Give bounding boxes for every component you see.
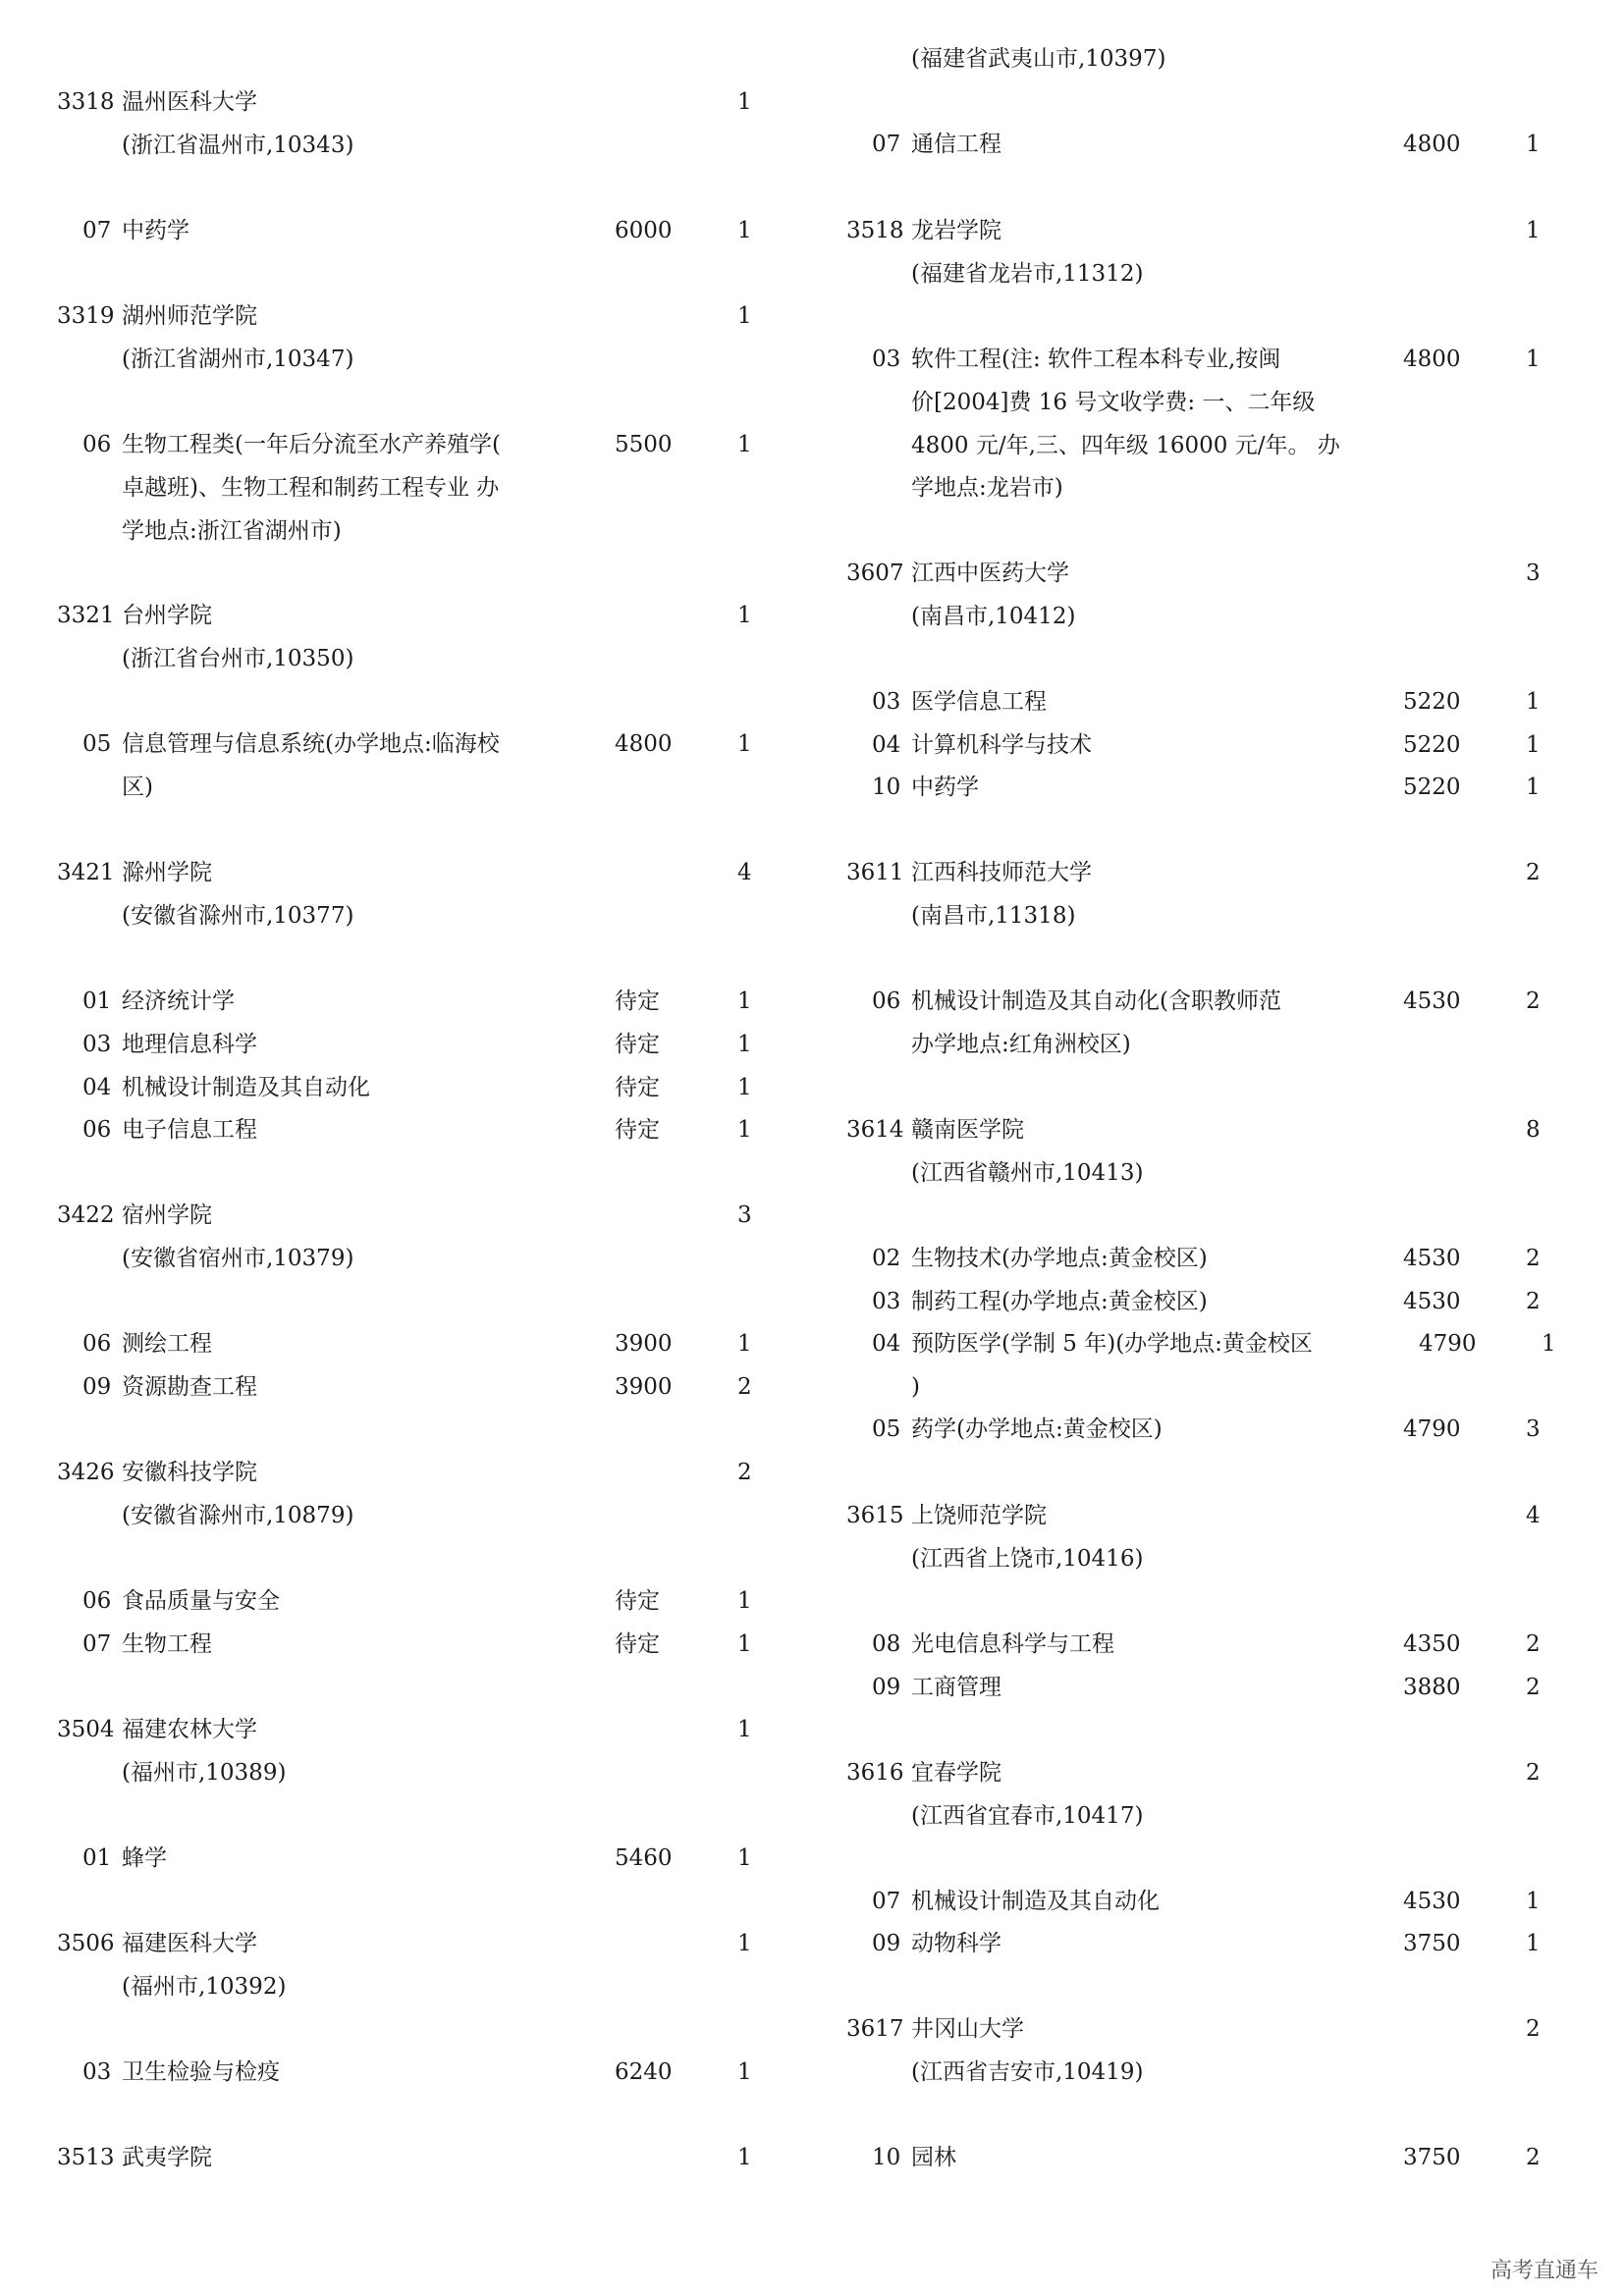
university-location-row: [785, 1537, 1624, 1580]
major-code: 10: [872, 774, 901, 800]
major-row: [785, 980, 1624, 1023]
plan-count: 2: [1526, 988, 1541, 1014]
university-location-row: [0, 1237, 785, 1280]
major-name: 蜂学: [122, 1845, 167, 1871]
major-row: [785, 1322, 1624, 1365]
tuition-fee: 5460: [615, 1845, 673, 1871]
major-name-line: 4800 元/年,三、四年级 16000 元/年。 办: [911, 433, 1340, 458]
major-name-line: 办学地点:红角洲校区): [911, 1032, 1131, 1057]
major-code: 06: [82, 1117, 112, 1143]
university-location-row: [0, 894, 785, 937]
major-name: 电子信息工程: [122, 1117, 257, 1143]
university-code: 3422: [57, 1202, 115, 1228]
university-name: 湖州师范学院: [122, 303, 257, 329]
university-row: [785, 1494, 1624, 1537]
university-location-row: [785, 894, 1624, 937]
university-code: 3513: [57, 2145, 115, 2170]
tuition-fee: 5220: [1403, 774, 1461, 800]
plan-count: 1: [737, 603, 752, 628]
plan-count: 1: [1526, 689, 1541, 715]
major-code: 05: [82, 731, 112, 757]
major-row: [785, 1237, 1624, 1280]
plan-count: 2: [1526, 2016, 1541, 2042]
major-name: 生物工程类(一年后分流至水产养殖学(: [122, 432, 501, 457]
major-name: 经济统计学: [122, 988, 235, 1014]
major-name-line: 学地点:浙江省湖州市): [122, 518, 342, 544]
plan-count: 1: [737, 1331, 752, 1357]
plan-count: 1: [1526, 774, 1541, 800]
major-code: 09: [82, 1374, 112, 1400]
university-code: 3518: [846, 218, 904, 243]
university-code: 3319: [57, 303, 115, 329]
major-name: 工商管理: [911, 1675, 1001, 1700]
major-name-line: 学地点:龙岩市): [911, 475, 1063, 501]
tuition-fee: 4350: [1403, 1631, 1461, 1657]
plan-count: 4: [1526, 1503, 1541, 1528]
tuition-fee: 待定: [615, 1588, 660, 1614]
plan-count: 3: [737, 1202, 752, 1228]
university-name: 武夷学院: [122, 2145, 212, 2170]
major-code: 03: [872, 347, 901, 372]
major-code: 06: [82, 432, 112, 457]
university-name: 福建农林大学: [122, 1717, 257, 1742]
major-name: 信息管理与信息系统(办学地点:临海校: [122, 731, 500, 757]
major-code: 01: [82, 1845, 112, 1871]
tuition-fee: 5500: [615, 432, 673, 457]
tuition-fee: 4790: [1403, 1416, 1461, 1442]
university-location-row: [0, 124, 785, 167]
major-code: 10: [872, 2145, 901, 2170]
university-location: (安徽省宿州市,10379): [122, 1246, 354, 1271]
major-name: 软件工程(注: 软件工程本科专业,按闽: [911, 347, 1281, 372]
university-row: [785, 552, 1624, 595]
university-code: 3616: [846, 1760, 904, 1786]
major-code: 07: [82, 218, 112, 243]
university-location: (江西省宜春市,10417): [911, 1803, 1144, 1829]
university-name: 安徽科技学院: [122, 1460, 257, 1485]
major-row: [0, 1023, 785, 1066]
tuition-fee: 4800: [1403, 132, 1461, 157]
major-row: [0, 1623, 785, 1666]
major-code: 04: [872, 1331, 901, 1357]
university-row: [0, 80, 785, 124]
university-location-row: [785, 252, 1624, 295]
tuition-fee: 3880: [1403, 1675, 1461, 1700]
major-code: 09: [872, 1675, 901, 1700]
major-name-continuation: [785, 1023, 1624, 1066]
university-row: [0, 294, 785, 338]
major-name: 机械设计制造及其自动化: [911, 1889, 1160, 1914]
university-row: [0, 1194, 785, 1237]
major-row: [785, 1880, 1624, 1923]
plan-count: 1: [1526, 132, 1541, 157]
plan-count: 1: [737, 988, 752, 1014]
plan-count: 1: [737, 1845, 752, 1871]
major-row: [0, 2051, 785, 2094]
tuition-fee: 5220: [1403, 689, 1461, 715]
major-row: [0, 1579, 785, 1623]
university-location: (江西省上饶市,10416): [911, 1546, 1144, 1572]
university-code: 3421: [57, 860, 115, 885]
tuition-fee: 4530: [1403, 988, 1461, 1014]
tuition-fee: 待定: [615, 1032, 660, 1057]
major-code: 06: [872, 988, 901, 1014]
university-location-row: [785, 1794, 1624, 1838]
university-code: 3426: [57, 1460, 115, 1485]
tuition-fee: 3750: [1403, 2145, 1461, 2170]
major-code: 01: [82, 988, 112, 1014]
university-code: 3617: [846, 2016, 904, 2042]
university-code: 3615: [846, 1503, 904, 1528]
plan-count: 1: [737, 1717, 752, 1742]
plan-count: 1: [737, 1075, 752, 1100]
university-row: [0, 1708, 785, 1751]
major-code: 03: [82, 1032, 112, 1057]
plan-count: 1: [1526, 347, 1541, 372]
plan-count: 2: [1526, 2145, 1541, 2170]
university-location: (南昌市,10412): [911, 604, 1076, 629]
major-row: [785, 1408, 1624, 1451]
major-name: 药学(办学地点:黄金校区): [911, 1416, 1163, 1442]
plan-count: 2: [1526, 1246, 1541, 1271]
university-location: (福州市,10389): [122, 1760, 287, 1786]
major-code: 03: [872, 689, 901, 715]
university-row: [785, 209, 1624, 252]
university-code: 3614: [846, 1117, 904, 1143]
major-name-continuation: [785, 381, 1624, 424]
tuition-fee: 4790: [1419, 1331, 1477, 1357]
university-name: 上饶师范学院: [911, 1503, 1047, 1528]
major-code: 02: [872, 1246, 901, 1271]
major-row: [785, 766, 1624, 809]
major-code: 06: [82, 1331, 112, 1357]
major-name: 计算机科学与技术: [911, 732, 1092, 758]
major-row: [785, 123, 1624, 166]
university-name: 福建医科大学: [122, 1931, 257, 1956]
university-location-row: [0, 338, 785, 381]
university-location-row: [0, 637, 785, 680]
major-code: 09: [872, 1931, 901, 1956]
tuition-fee: 4530: [1403, 1246, 1461, 1271]
major-name: 制药工程(办学地点:黄金校区): [911, 1289, 1208, 1314]
university-row: [0, 851, 785, 894]
major-row: [785, 1623, 1624, 1666]
plan-count: 4: [737, 860, 752, 885]
major-row: [0, 209, 785, 252]
tuition-fee: 4800: [1403, 347, 1461, 372]
major-row: [785, 723, 1624, 767]
university-code: 3504: [57, 1717, 115, 1742]
major-code: 07: [872, 132, 901, 157]
major-row: [0, 1108, 785, 1151]
major-name-continuation: [0, 509, 785, 553]
university-location: (福州市,10392): [122, 1974, 287, 2000]
university-row: [785, 1751, 1624, 1794]
major-name: 卫生检验与检疫: [122, 2059, 280, 2085]
major-code: 06: [82, 1588, 112, 1614]
university-location: (安徽省滁州市,10377): [122, 903, 354, 929]
university-code: 3611: [846, 860, 904, 885]
major-name-continuation: [785, 424, 1624, 467]
major-name-continuation: [785, 1365, 1624, 1409]
plan-count: 1: [737, 2059, 752, 2085]
major-row: [0, 1322, 785, 1365]
university-name: 井冈山大学: [911, 2016, 1024, 2042]
tuition-fee: 3900: [615, 1331, 673, 1357]
major-code: 07: [82, 1631, 112, 1657]
university-row: [785, 2007, 1624, 2051]
plan-count: 2: [1526, 860, 1541, 885]
major-name: 园林: [911, 2145, 956, 2170]
tuition-fee: 4530: [1403, 1289, 1461, 1314]
major-name: 中药学: [122, 218, 189, 243]
major-code: 04: [82, 1075, 112, 1100]
university-location: (浙江省台州市,10350): [122, 646, 354, 671]
university-row: [0, 2136, 785, 2179]
major-row: [0, 1066, 785, 1109]
tuition-fee: 6000: [615, 218, 673, 243]
major-name: 机械设计制造及其自动化(含职教师范: [911, 988, 1281, 1014]
tuition-fee: 3750: [1403, 1931, 1461, 1956]
major-name: 中药学: [911, 774, 979, 800]
university-row: [785, 1108, 1624, 1151]
plan-count: 1: [737, 1931, 752, 1956]
major-name: 动物科学: [911, 1931, 1001, 1956]
major-name: 食品质量与安全: [122, 1588, 280, 1614]
tuition-fee: 5220: [1403, 732, 1461, 758]
university-name: 江西科技师范大学: [911, 860, 1092, 885]
major-name: 预防医学(学制 5 年)(办学地点:黄金校区: [911, 1331, 1313, 1357]
university-location: (福建省武夷山市,10397): [911, 46, 1166, 72]
university-location: (福建省龙岩市,11312): [911, 261, 1144, 287]
major-name: 资源勘查工程: [122, 1374, 257, 1400]
major-row: [785, 338, 1624, 381]
watermark-text: 高考直通车: [1490, 2259, 1599, 2283]
university-name: 台州学院: [122, 603, 212, 628]
major-name: 生物工程: [122, 1631, 212, 1657]
major-code: 07: [872, 1889, 901, 1914]
major-name-line: 卓越班)、生物工程和制药工程专业 办: [122, 475, 500, 501]
university-row: [785, 851, 1624, 894]
major-name: 医学信息工程: [911, 689, 1047, 715]
university-location: (浙江省温州市,10343): [122, 133, 354, 158]
plan-count: 1: [737, 89, 752, 115]
university-location-row: [0, 1965, 785, 2008]
university-location: (江西省吉安市,10419): [911, 2059, 1144, 2085]
major-code: 08: [872, 1631, 901, 1657]
university-code: 3321: [57, 603, 115, 628]
major-row: [785, 1666, 1624, 1709]
plan-count: 1: [737, 303, 752, 329]
major-code: 03: [82, 2059, 112, 2085]
major-code: 05: [872, 1416, 901, 1442]
plan-count: 8: [1526, 1117, 1541, 1143]
major-name-continuation: [0, 766, 785, 809]
tuition-fee: 待定: [615, 1117, 660, 1143]
major-row: [0, 1837, 785, 1880]
university-name: 宜春学院: [911, 1760, 1001, 1786]
major-row: [785, 2136, 1624, 2179]
major-row: [0, 722, 785, 766]
major-row: [785, 680, 1624, 723]
university-location-row: [0, 1494, 785, 1537]
university-location: (安徽省滁州市,10879): [122, 1503, 354, 1528]
major-code: 04: [872, 732, 901, 758]
tuition-fee: 4530: [1403, 1889, 1461, 1914]
major-name: 通信工程: [911, 132, 1001, 157]
major-name-continuation: [785, 466, 1624, 509]
university-code: 3607: [846, 561, 904, 586]
major-row: [785, 1922, 1624, 1965]
university-row: [0, 1922, 785, 1965]
tuition-fee: 3900: [615, 1374, 673, 1400]
plan-count: 1: [737, 432, 752, 457]
plan-count: 1: [737, 1631, 752, 1657]
plan-count: 1: [737, 218, 752, 243]
major-name-line: ): [911, 1374, 920, 1400]
tuition-fee: 待定: [615, 1075, 660, 1100]
tuition-fee: 6240: [615, 2059, 673, 2085]
plan-count: 2: [1526, 1289, 1541, 1314]
university-name: 龙岩学院: [911, 218, 1001, 243]
plan-count: 1: [737, 1032, 752, 1057]
major-name-line: 区): [122, 774, 153, 800]
plan-count: 1: [737, 731, 752, 757]
university-location: (浙江省湖州市,10347): [122, 347, 354, 372]
university-code: 3506: [57, 1931, 115, 1956]
major-row: [0, 1365, 785, 1409]
plan-count: 1: [737, 1117, 752, 1143]
university-name: 江西中医药大学: [911, 561, 1069, 586]
major-name: 测绘工程: [122, 1331, 212, 1357]
major-row: [0, 980, 785, 1023]
university-name: 赣南医学院: [911, 1117, 1024, 1143]
university-row: [0, 594, 785, 637]
plan-count: 1: [1526, 1889, 1541, 1914]
plan-count: 3: [1526, 561, 1541, 586]
major-row: [0, 423, 785, 466]
plan-count: 2: [1526, 1675, 1541, 1700]
major-name: 地理信息科学: [122, 1032, 257, 1057]
university-location-row: [785, 2051, 1624, 2094]
major-name-line: 价[2004]费 16 号文收学费: 一、二年级: [911, 390, 1316, 415]
plan-count: 1: [1526, 218, 1541, 243]
tuition-fee: 待定: [615, 1631, 660, 1657]
major-row: [785, 1280, 1624, 1323]
university-location: (南昌市,11318): [911, 903, 1076, 929]
major-name: 机械设计制造及其自动化: [122, 1075, 370, 1100]
university-location: (江西省赣州市,10413): [911, 1160, 1144, 1186]
plan-count: 2: [737, 1460, 752, 1485]
tuition-fee: 4800: [615, 731, 673, 757]
university-code: 3318: [57, 89, 115, 115]
major-name: 生物技术(办学地点:黄金校区): [911, 1246, 1208, 1271]
university-location-row: [785, 1151, 1624, 1195]
university-row: [0, 1451, 785, 1494]
plan-count: 1: [737, 2145, 752, 2170]
plan-count: 2: [1526, 1760, 1541, 1786]
university-name: 滁州学院: [122, 860, 212, 885]
major-name-continuation: [0, 466, 785, 509]
major-name: 光电信息科学与工程: [911, 1631, 1114, 1657]
plan-count: 1: [1526, 1931, 1541, 1956]
plan-count: 2: [1526, 1631, 1541, 1657]
university-location-row: [785, 595, 1624, 638]
university-name: 宿州学院: [122, 1202, 212, 1228]
university-location-row: [0, 1751, 785, 1794]
tuition-fee: 待定: [615, 988, 660, 1014]
university-name: 温州医科大学: [122, 89, 257, 115]
major-code: 03: [872, 1289, 901, 1314]
plan-count: 1: [1526, 732, 1541, 758]
plan-count: 1: [737, 1588, 752, 1614]
plan-count: 2: [737, 1374, 752, 1400]
university-location-row: [785, 37, 1624, 80]
plan-count: 3: [1526, 1416, 1541, 1442]
plan-count: 1: [1542, 1331, 1556, 1357]
